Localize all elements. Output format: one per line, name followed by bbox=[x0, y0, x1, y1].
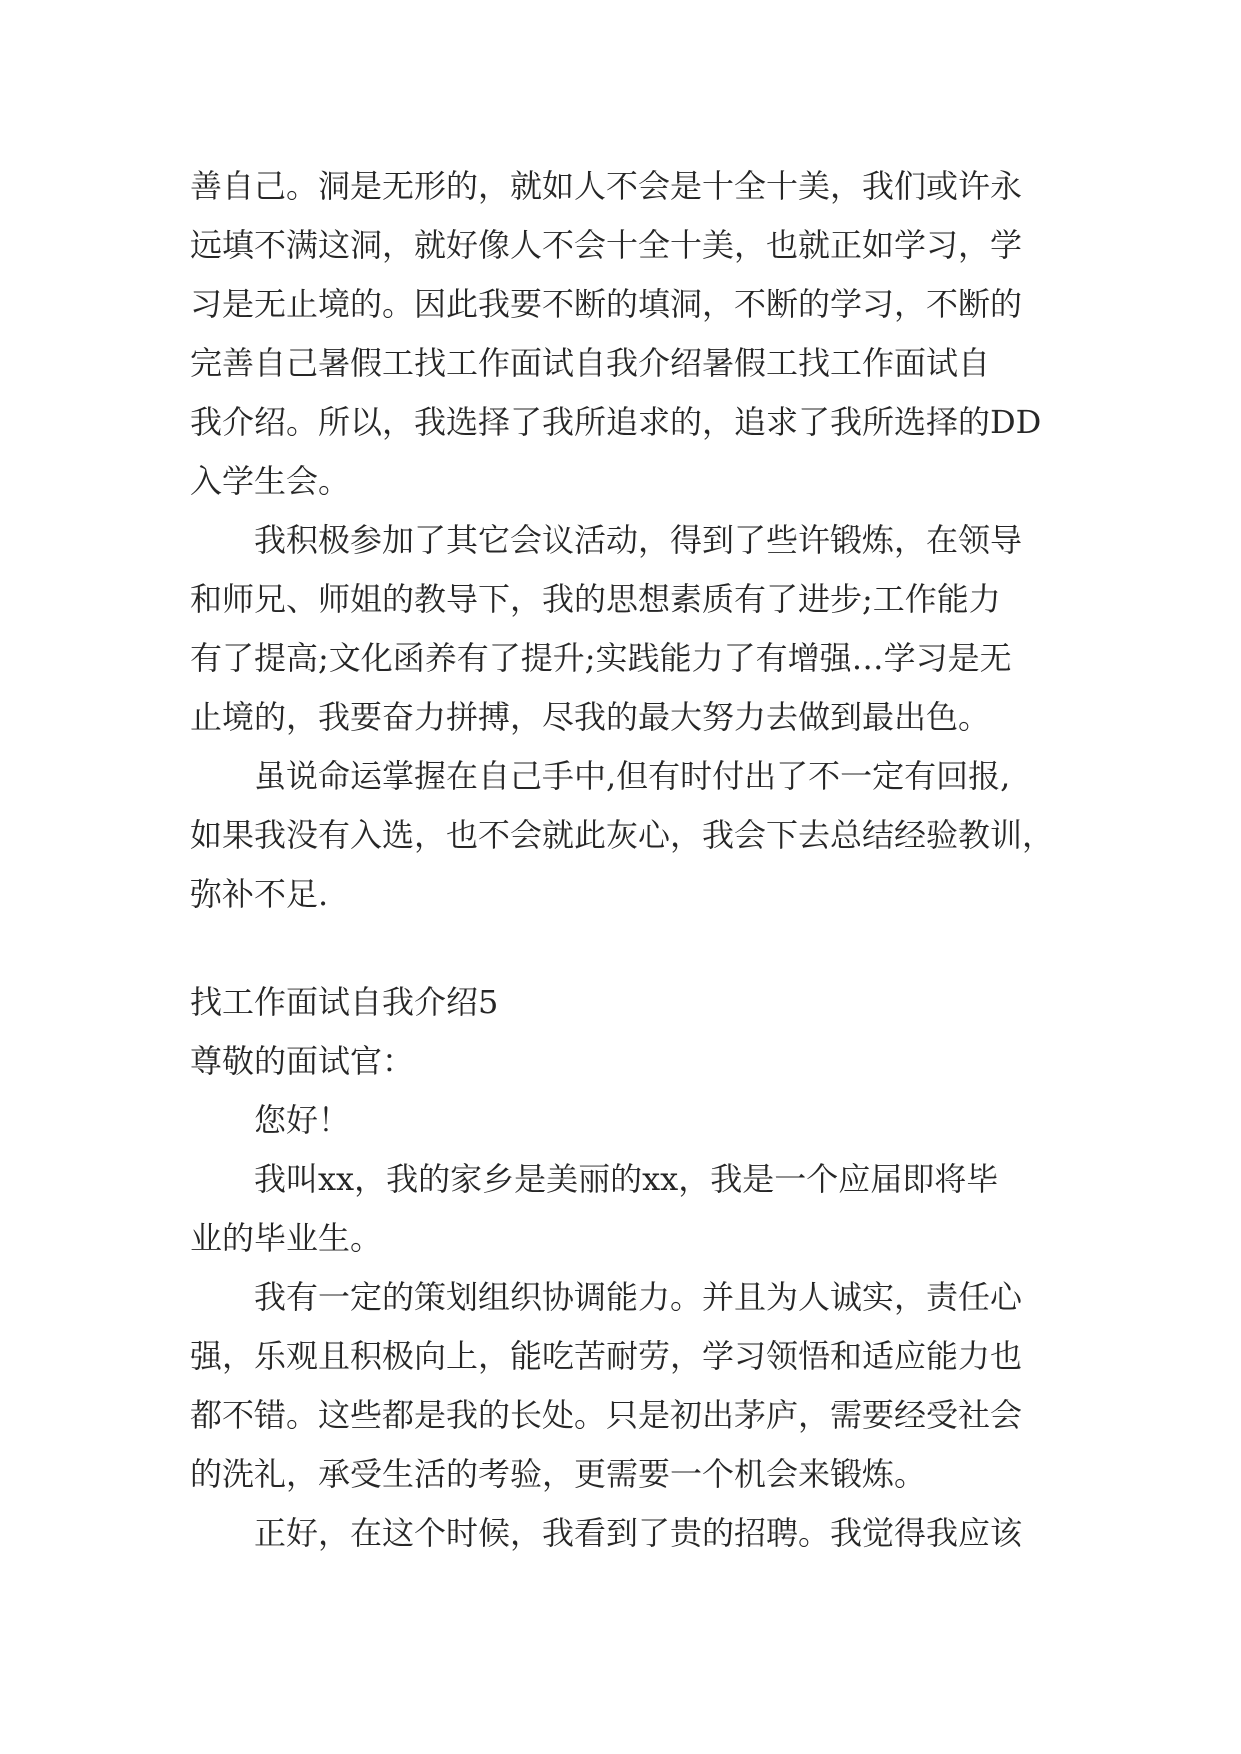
paragraph-first-line: 我有一定的策划组织协调能力。并且为人诚实，责任心 bbox=[254, 1278, 1023, 1316]
text-line: 的洗礼，承受生活的考验，更需要一个机会来锻炼。 bbox=[190, 1455, 927, 1493]
text-line: 弥补不足. bbox=[190, 875, 329, 913]
salutation: 尊敬的面试官： bbox=[190, 1042, 415, 1080]
text-line: 完善自己暑假工找工作面试自我介绍暑假工找工作面试自 bbox=[190, 344, 991, 382]
paragraph-first-line: 正好，在这个时候，我看到了贵的招聘。我觉得我应该 bbox=[254, 1514, 1023, 1552]
paragraph-first-line: 虽说命运掌握在自己手中,但有时付出了不一定有回报, bbox=[254, 757, 1011, 795]
text-line: 止境的，我要奋力拼搏，尽我的最大努力去做到最出色。 bbox=[190, 698, 991, 736]
text-line: 远填不满这洞，就好像人不会十全十美，也就正如学习，学 bbox=[190, 226, 1023, 264]
text-line: 如果我没有入选，也不会就此灰心，我会下去总结经验教训， bbox=[190, 816, 1055, 854]
section-heading: 找工作面试自我介绍5 bbox=[190, 983, 499, 1021]
text-line: 业的毕业生。 bbox=[190, 1219, 383, 1257]
paragraph-first-line: 我叫xx，我的家乡是美丽的xx，我是一个应届即将毕 bbox=[254, 1160, 999, 1198]
text-line: 都不错。这些都是我的长处。只是初出茅庐，需要经受社会 bbox=[190, 1396, 1023, 1434]
greeting: 您好！ bbox=[254, 1101, 351, 1139]
paragraph-first-line: 我积极参加了其它会议活动，得到了些许锻炼，在领导 bbox=[254, 521, 1023, 559]
text-line: 习是无止境的。因此我要不断的填洞，不断的学习，不断的 bbox=[190, 285, 1023, 323]
text-line: 和师兄、师姐的教导下，我的思想素质有了进步;工作能力 bbox=[190, 580, 1001, 618]
text-line: 有了提高;文化函养有了提升;实践能力了有增强…学习是无 bbox=[190, 639, 1012, 677]
text-line: 强，乐观且积极向上，能吃苦耐劳，学习领悟和适应能力也 bbox=[190, 1337, 1023, 1375]
text-line: 入学生会。 bbox=[190, 462, 351, 500]
text-line: 善自己。洞是无形的，就如人不会是十全十美，我们或许永 bbox=[190, 167, 1023, 205]
text-line: 我介绍。所以，我选择了我所追求的，追求了我所选择的DD bbox=[190, 403, 1042, 441]
